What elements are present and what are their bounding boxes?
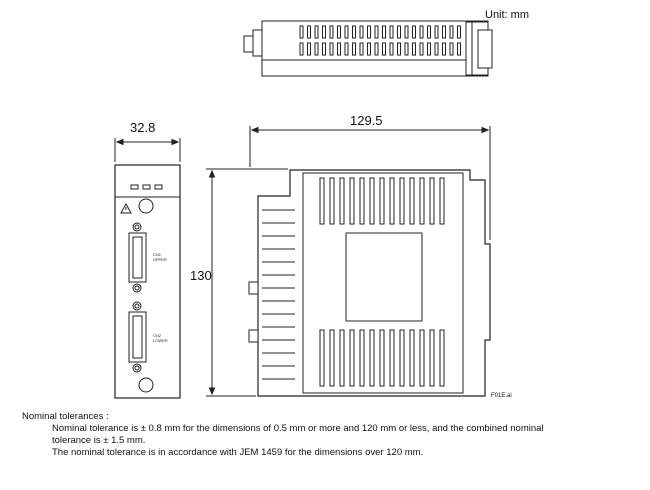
notes-line-1: Nominal tolerance is ± 0.8 mm for the dimensions of 0.5 mm or more and 120 mm or less, and the combined nominal bbox=[52, 423, 544, 434]
cn2-connector bbox=[129, 312, 146, 362]
notes-line-1-continued: tolerance is ± 1.5 mm. bbox=[52, 435, 146, 446]
cn2-label-line2: LOWER bbox=[153, 338, 168, 343]
cn1-label bbox=[153, 252, 167, 262]
top-view bbox=[244, 21, 492, 76]
front-width-dimension-label: 32.8 bbox=[130, 120, 156, 135]
front-view bbox=[115, 138, 180, 398]
cn2-label-line1: CN2 bbox=[153, 333, 162, 338]
width-dimension-label: 129.5 bbox=[350, 113, 383, 128]
notes-heading: Nominal tolerances : bbox=[22, 411, 109, 422]
notes-line-2: The nominal tolerance is in accordance with JEM 1459 for the dimensions over 120 mm. bbox=[52, 447, 424, 458]
cn1-connector bbox=[129, 233, 146, 282]
height-dimension-label: 130 bbox=[190, 268, 212, 283]
unit-label: Unit: mm bbox=[485, 9, 529, 21]
cn1-label-line2: UPPER bbox=[153, 257, 167, 262]
side-view bbox=[206, 126, 490, 396]
figure-id: F01E.ai bbox=[491, 393, 512, 399]
cn1-label-line1: CN1 bbox=[153, 252, 162, 257]
cn2-label bbox=[153, 333, 168, 343]
tolerance-notes bbox=[22, 411, 642, 459]
